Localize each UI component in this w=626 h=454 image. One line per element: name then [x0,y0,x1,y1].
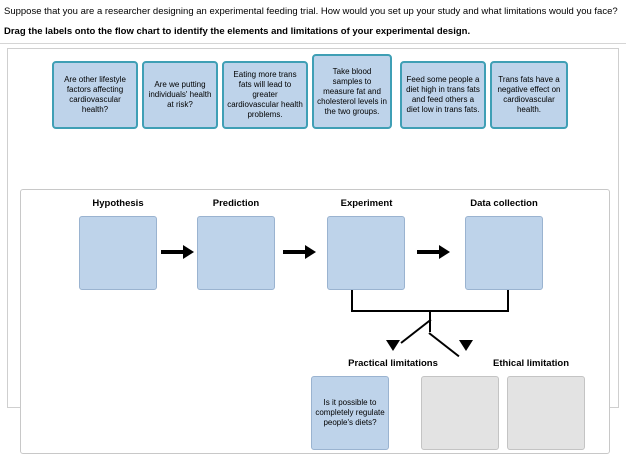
drop-zone-experiment[interactable] [327,216,405,290]
drop-zone-ethical-limitation[interactable] [507,376,585,450]
split-line-right [428,332,459,357]
stage-title-data-collection: Data collection [470,198,538,209]
stage-title-practical-limitations: Practical limitations [348,358,438,369]
drop-zone-ethical-limitation-extra[interactable] [421,376,499,450]
arrowhead-practical [386,340,400,351]
question-prompt: Suppose that you are a researcher designing an experimental feeding trial. How would you set up your study and what limitations would you face? [4,6,618,17]
draggable-label-5[interactable]: Feed some people a diet high in trans fats and feed others a diet low in trans fats. [400,61,486,129]
draggable-label-2[interactable]: Are we putting individuals' health at risk? [142,61,218,129]
stage-title-prediction: Prediction [212,198,260,209]
drag-instruction: Drag the labels onto the flow chart to identify the elements and limitations of your experimental design. [4,26,471,37]
stage-title-hypothesis: Hypothesis [92,198,144,209]
draggable-label-4[interactable]: Take blood samples to measure fat and cholesterol levels in the two groups. [312,54,392,129]
drop-zone-prediction[interactable] [197,216,275,290]
arrowhead-ethical [459,340,473,351]
flowchart-panel [20,189,610,454]
stage-title-experiment: Experiment [340,198,393,209]
draggable-label-1[interactable]: Are other lifestyle factors affecting cardiovascular health? [52,61,138,129]
drop-zone-data-collection[interactable] [465,216,543,290]
arrow-hypothesis-to-prediction [161,247,194,257]
limitations-bracket [351,290,509,312]
activity-canvas [7,48,619,427]
drop-zone-hypothesis[interactable] [79,216,157,290]
arrow-prediction-to-experiment [283,247,316,257]
draggable-label-6[interactable]: Trans fats have a negative effect on cardiovascular health. [490,61,568,129]
draggable-label-3[interactable]: Eating more trans fats will lead to greater cardiovascular health problems. [222,61,308,129]
stage-title-ethical-limitation: Ethical limitation [492,358,569,369]
header-divider [0,43,626,44]
split-line-left [400,319,431,344]
arrow-experiment-to-data-collection [417,247,450,257]
drop-zone-practical-limitations[interactable]: Is it possible to completely regulate people's diets? [311,376,389,450]
